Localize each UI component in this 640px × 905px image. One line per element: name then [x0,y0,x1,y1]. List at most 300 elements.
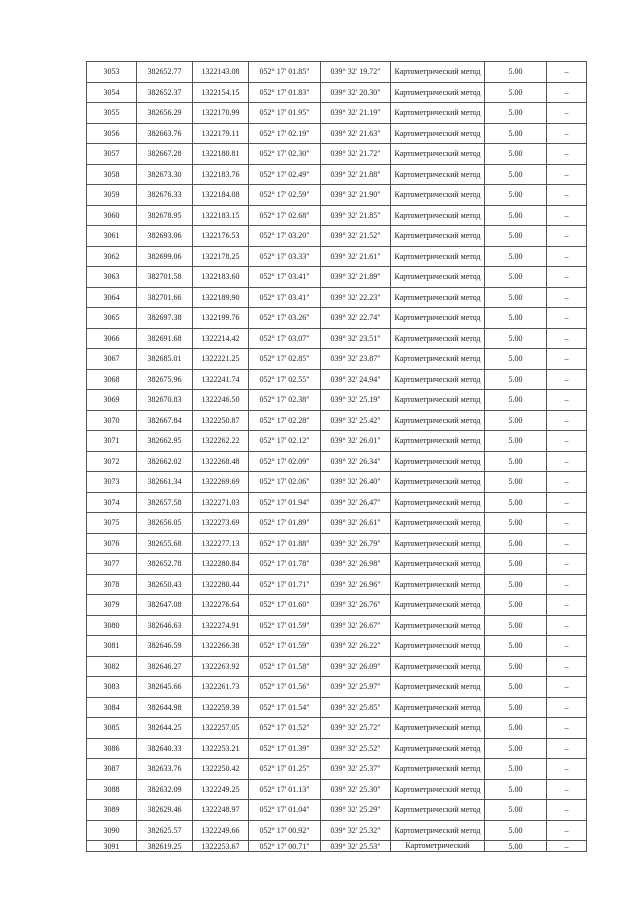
longitude-cell: 039° 32' 26.76" [321,595,391,616]
latitude-cell: 052° 17' 01.04" [249,800,321,821]
table-row [87,779,587,800]
method-cell: Картометрический [391,841,485,852]
x-coordinate-cell: 382699.06 [137,246,193,267]
y-coordinate-cell: 1322263.92 [193,656,249,677]
y-coordinate-cell: 1322250.87 [193,410,249,431]
method-cell: Картометрический метод [391,472,485,493]
table-row [87,246,587,267]
table-row [87,574,587,595]
longitude-cell: 039° 32' 26.09" [321,656,391,677]
description-cell: – [547,574,587,595]
method-cell: Картометрический метод [391,62,485,83]
point-number-cell: 3054 [87,82,137,103]
method-cell: Картометрический метод [391,308,485,329]
x-coordinate-cell: 382646.59 [137,636,193,657]
longitude-cell: 039° 32' 26.67" [321,615,391,636]
description-cell: – [547,226,587,247]
y-coordinate-cell: 1322249.25 [193,779,249,800]
description-cell: – [547,636,587,657]
description-cell: – [547,472,587,493]
x-coordinate-cell: 382661.34 [137,472,193,493]
x-coordinate-cell: 382646.27 [137,656,193,677]
table-row [87,841,587,852]
method-cell: Картометрический метод [391,738,485,759]
latitude-cell: 052° 17' 03.41" [249,267,321,288]
point-number-cell: 3064 [87,287,137,308]
y-coordinate-cell: 1322266.38 [193,636,249,657]
longitude-cell: 039° 32' 26.34" [321,451,391,472]
x-coordinate-cell: 382650.43 [137,574,193,595]
longitude-cell: 039° 32' 26.61" [321,513,391,534]
method-cell: Картометрический метод [391,103,485,124]
method-cell: Картометрический метод [391,287,485,308]
table-row [87,513,587,534]
longitude-cell: 039° 32' 26.79" [321,533,391,554]
accuracy-cell: 5.00 [485,841,547,852]
latitude-cell: 052° 17' 02.09" [249,451,321,472]
point-number-cell: 3091 [87,841,137,852]
x-coordinate-cell: 382645.66 [137,677,193,698]
accuracy-cell: 5.00 [485,492,547,513]
method-cell: Картометрический метод [391,636,485,657]
point-number-cell: 3073 [87,472,137,493]
description-cell: – [547,123,587,144]
point-number-cell: 3063 [87,267,137,288]
point-number-cell: 3062 [87,246,137,267]
latitude-cell: 052° 17' 02.12" [249,431,321,452]
point-number-cell: 3084 [87,697,137,718]
accuracy-cell: 5.00 [485,718,547,739]
method-cell: Картометрический метод [391,779,485,800]
point-number-cell: 3065 [87,308,137,329]
latitude-cell: 052° 17' 01.59" [249,615,321,636]
x-coordinate-cell: 382632.09 [137,779,193,800]
x-coordinate-cell: 382667.28 [137,144,193,165]
y-coordinate-cell: 1322253.67 [193,841,249,852]
accuracy-cell: 5.00 [485,472,547,493]
longitude-cell: 039° 32' 26.96" [321,574,391,595]
longitude-cell: 039° 32' 21.52" [321,226,391,247]
point-number-cell: 3086 [87,738,137,759]
accuracy-cell: 5.00 [485,369,547,390]
x-coordinate-cell: 382656.05 [137,513,193,534]
description-cell: – [547,185,587,206]
y-coordinate-cell: 1322183.60 [193,267,249,288]
x-coordinate-cell: 382685.01 [137,349,193,370]
description-cell: – [547,390,587,411]
longitude-cell: 039° 32' 22.74" [321,308,391,329]
method-cell: Картометрический метод [391,718,485,739]
y-coordinate-cell: 1322261.73 [193,677,249,698]
y-coordinate-cell: 1322246.50 [193,390,249,411]
x-coordinate-cell: 382629.46 [137,800,193,821]
y-coordinate-cell: 1322250.42 [193,759,249,780]
accuracy-cell: 5.00 [485,636,547,657]
longitude-cell: 039° 32' 26.22" [321,636,391,657]
table-row [87,492,587,513]
longitude-cell: 039° 32' 25.30" [321,779,391,800]
table-row [87,205,587,226]
table-row [87,472,587,493]
longitude-cell: 039° 32' 25.29" [321,800,391,821]
method-cell: Картометрический метод [391,574,485,595]
table-row [87,349,587,370]
latitude-cell: 052° 17' 03.41" [249,287,321,308]
longitude-cell: 039° 32' 25.52" [321,738,391,759]
x-coordinate-cell: 382673.30 [137,164,193,185]
x-coordinate-cell: 382655.68 [137,533,193,554]
latitude-cell: 052° 17' 01.85" [249,62,321,83]
method-cell: Картометрический метод [391,431,485,452]
y-coordinate-cell: 1322184.08 [193,185,249,206]
latitude-cell: 052° 17' 01.54" [249,697,321,718]
accuracy-cell: 5.00 [485,82,547,103]
method-cell: Картометрический метод [391,800,485,821]
accuracy-cell: 5.00 [485,738,547,759]
x-coordinate-cell: 382662.95 [137,431,193,452]
table-row [87,328,587,349]
longitude-cell: 039° 32' 21.90" [321,185,391,206]
accuracy-cell: 5.00 [485,697,547,718]
latitude-cell: 052° 17' 01.78" [249,554,321,575]
accuracy-cell: 5.00 [485,820,547,841]
method-cell: Картометрический метод [391,82,485,103]
latitude-cell: 052° 17' 03.26" [249,308,321,329]
point-number-cell: 3074 [87,492,137,513]
point-number-cell: 3072 [87,451,137,472]
latitude-cell: 052° 17' 03.07" [249,328,321,349]
point-number-cell: 3076 [87,533,137,554]
description-cell: – [547,451,587,472]
description-cell: – [547,677,587,698]
accuracy-cell: 5.00 [485,800,547,821]
point-number-cell: 3077 [87,554,137,575]
point-number-cell: 3071 [87,431,137,452]
point-number-cell: 3068 [87,369,137,390]
coordinates-table [86,61,587,852]
x-coordinate-cell: 382675.96 [137,369,193,390]
accuracy-cell: 5.00 [485,267,547,288]
table-row [87,123,587,144]
table-row [87,800,587,821]
accuracy-cell: 5.00 [485,103,547,124]
y-coordinate-cell: 1322170.99 [193,103,249,124]
y-coordinate-cell: 1322274.91 [193,615,249,636]
x-coordinate-cell: 382625.57 [137,820,193,841]
method-cell: Картометрический метод [391,123,485,144]
method-cell: Картометрический метод [391,144,485,165]
description-cell: – [547,492,587,513]
longitude-cell: 039° 32' 21.88" [321,164,391,185]
table-row [87,82,587,103]
y-coordinate-cell: 1322180.81 [193,144,249,165]
table-row [87,738,587,759]
description-cell: – [547,841,587,852]
description-cell: – [547,718,587,739]
method-cell: Картометрический метод [391,451,485,472]
table-row [87,226,587,247]
description-cell: – [547,533,587,554]
latitude-cell: 052° 17' 01.95" [249,103,321,124]
longitude-cell: 039° 32' 26.01" [321,431,391,452]
x-coordinate-cell: 382657.58 [137,492,193,513]
point-number-cell: 3056 [87,123,137,144]
latitude-cell: 052° 17' 02.68" [249,205,321,226]
y-coordinate-cell: 1322179.11 [193,123,249,144]
accuracy-cell: 5.00 [485,144,547,165]
y-coordinate-cell: 1322178.25 [193,246,249,267]
longitude-cell: 039° 32' 21.61" [321,246,391,267]
longitude-cell: 039° 32' 19.72" [321,62,391,83]
latitude-cell: 052° 17' 02.85" [249,349,321,370]
latitude-cell: 052° 17' 03.33" [249,246,321,267]
longitude-cell: 039° 32' 24.94" [321,369,391,390]
longitude-cell: 039° 32' 25.72" [321,718,391,739]
table-row [87,144,587,165]
description-cell: – [547,513,587,534]
description-cell: – [547,595,587,616]
accuracy-cell: 5.00 [485,595,547,616]
y-coordinate-cell: 1322199.76 [193,308,249,329]
latitude-cell: 052° 17' 01.13" [249,779,321,800]
table-row [87,759,587,780]
point-number-cell: 3060 [87,205,137,226]
table-row [87,554,587,575]
y-coordinate-cell: 1322257.05 [193,718,249,739]
method-cell: Картометрический метод [391,492,485,513]
y-coordinate-cell: 1322214.42 [193,328,249,349]
table-row [87,164,587,185]
x-coordinate-cell: 382652.37 [137,82,193,103]
table-row [87,410,587,431]
accuracy-cell: 5.00 [485,574,547,595]
latitude-cell: 052° 17' 02.06" [249,472,321,493]
accuracy-cell: 5.00 [485,390,547,411]
description-cell: – [547,697,587,718]
x-coordinate-cell: 382652.78 [137,554,193,575]
latitude-cell: 052° 17' 02.55" [249,369,321,390]
description-cell: – [547,103,587,124]
y-coordinate-cell: 1322271.03 [193,492,249,513]
method-cell: Картометрический метод [391,205,485,226]
longitude-cell: 039° 32' 26.47" [321,492,391,513]
description-cell: – [547,144,587,165]
x-coordinate-cell: 382701.58 [137,267,193,288]
x-coordinate-cell: 382697.38 [137,308,193,329]
accuracy-cell: 5.00 [485,451,547,472]
method-cell: Картометрический метод [391,328,485,349]
x-coordinate-cell: 382693.06 [137,226,193,247]
method-cell: Картометрический метод [391,349,485,370]
point-number-cell: 3070 [87,410,137,431]
method-cell: Картометрический метод [391,185,485,206]
latitude-cell: 052° 17' 03.20" [249,226,321,247]
latitude-cell: 052° 17' 02.30" [249,144,321,165]
latitude-cell: 052° 17' 01.39" [249,738,321,759]
y-coordinate-cell: 1322183.76 [193,164,249,185]
description-cell: – [547,287,587,308]
method-cell: Картометрический метод [391,656,485,677]
y-coordinate-cell: 1322280.44 [193,574,249,595]
x-coordinate-cell: 382652.77 [137,62,193,83]
method-cell: Картометрический метод [391,677,485,698]
table-row [87,656,587,677]
point-number-cell: 3083 [87,677,137,698]
method-cell: Картометрический метод [391,554,485,575]
latitude-cell: 052° 17' 02.38" [249,390,321,411]
description-cell: – [547,410,587,431]
method-cell: Картометрический метод [391,759,485,780]
table-body [87,62,587,852]
longitude-cell: 039° 32' 21.63" [321,123,391,144]
accuracy-cell: 5.00 [485,185,547,206]
x-coordinate-cell: 382644.25 [137,718,193,739]
accuracy-cell: 5.00 [485,615,547,636]
method-cell: Картометрический метод [391,513,485,534]
accuracy-cell: 5.00 [485,410,547,431]
x-coordinate-cell: 382644.98 [137,697,193,718]
table-row [87,185,587,206]
point-number-cell: 3055 [87,103,137,124]
x-coordinate-cell: 382640.33 [137,738,193,759]
description-cell: – [547,349,587,370]
method-cell: Картометрический метод [391,267,485,288]
table-row [87,62,587,83]
method-cell: Картометрический метод [391,410,485,431]
description-cell: – [547,554,587,575]
table-row [87,308,587,329]
y-coordinate-cell: 1322280.84 [193,554,249,575]
longitude-cell: 039° 32' 25.53" [321,841,391,852]
y-coordinate-cell: 1322262.22 [193,431,249,452]
method-cell: Картометрический метод [391,226,485,247]
point-number-cell: 3081 [87,636,137,657]
y-coordinate-cell: 1322248.97 [193,800,249,821]
latitude-cell: 052° 17' 00.71" [249,841,321,852]
x-coordinate-cell: 382678.95 [137,205,193,226]
description-cell: – [547,82,587,103]
description-cell: – [547,656,587,677]
table-row [87,636,587,657]
description-cell: – [547,738,587,759]
description-cell: – [547,779,587,800]
y-coordinate-cell: 1322189.90 [193,287,249,308]
method-cell: Картометрический метод [391,533,485,554]
description-cell: – [547,328,587,349]
longitude-cell: 039° 32' 21.19" [321,103,391,124]
method-cell: Картометрический метод [391,697,485,718]
point-number-cell: 3078 [87,574,137,595]
point-number-cell: 3061 [87,226,137,247]
description-cell: – [547,246,587,267]
accuracy-cell: 5.00 [485,287,547,308]
longitude-cell: 039° 32' 26.98" [321,554,391,575]
accuracy-cell: 5.00 [485,164,547,185]
y-coordinate-cell: 1322183.15 [193,205,249,226]
longitude-cell: 039° 32' 21.85" [321,205,391,226]
point-number-cell: 3066 [87,328,137,349]
x-coordinate-cell: 382663.76 [137,123,193,144]
x-coordinate-cell: 382670.83 [137,390,193,411]
x-coordinate-cell: 382701.66 [137,287,193,308]
x-coordinate-cell: 382647.08 [137,595,193,616]
y-coordinate-cell: 1322154.15 [193,82,249,103]
method-cell: Картометрический метод [391,820,485,841]
point-number-cell: 3087 [87,759,137,780]
y-coordinate-cell: 1322259.39 [193,697,249,718]
accuracy-cell: 5.00 [485,656,547,677]
longitude-cell: 039° 32' 21.89" [321,267,391,288]
description-cell: – [547,431,587,452]
accuracy-cell: 5.00 [485,677,547,698]
table-row [87,697,587,718]
latitude-cell: 052° 17' 00.92" [249,820,321,841]
accuracy-cell: 5.00 [485,205,547,226]
y-coordinate-cell: 1322249.66 [193,820,249,841]
point-number-cell: 3082 [87,656,137,677]
accuracy-cell: 5.00 [485,123,547,144]
point-number-cell: 3075 [87,513,137,534]
longitude-cell: 039° 32' 25.37" [321,759,391,780]
point-number-cell: 3085 [87,718,137,739]
y-coordinate-cell: 1322253.21 [193,738,249,759]
table-row [87,431,587,452]
x-coordinate-cell: 382691.68 [137,328,193,349]
method-cell: Картометрический метод [391,595,485,616]
accuracy-cell: 5.00 [485,62,547,83]
latitude-cell: 052° 17' 01.71" [249,574,321,595]
description-cell: – [547,369,587,390]
x-coordinate-cell: 382633.76 [137,759,193,780]
longitude-cell: 039° 32' 22.23" [321,287,391,308]
longitude-cell: 039° 32' 23.51" [321,328,391,349]
latitude-cell: 052° 17' 01.25" [249,759,321,780]
longitude-cell: 039° 32' 26.40" [321,472,391,493]
accuracy-cell: 5.00 [485,533,547,554]
y-coordinate-cell: 1322143.08 [193,62,249,83]
accuracy-cell: 5.00 [485,759,547,780]
method-cell: Картометрический метод [391,390,485,411]
latitude-cell: 052° 17' 02.19" [249,123,321,144]
point-number-cell: 3080 [87,615,137,636]
table-row [87,451,587,472]
point-number-cell: 3090 [87,820,137,841]
accuracy-cell: 5.00 [485,779,547,800]
description-cell: – [547,164,587,185]
table-row [87,287,587,308]
table-row [87,369,587,390]
table-row [87,677,587,698]
table-row [87,615,587,636]
y-coordinate-cell: 1322277.13 [193,533,249,554]
longitude-cell: 039° 32' 23.87" [321,349,391,370]
x-coordinate-cell: 382656.29 [137,103,193,124]
table-row [87,718,587,739]
description-cell: – [547,759,587,780]
longitude-cell: 039° 32' 20.30" [321,82,391,103]
latitude-cell: 052° 17' 02.28" [249,410,321,431]
accuracy-cell: 5.00 [485,226,547,247]
longitude-cell: 039° 32' 25.42" [321,410,391,431]
point-number-cell: 3089 [87,800,137,821]
description-cell: – [547,820,587,841]
table-row [87,267,587,288]
latitude-cell: 052° 17' 01.94" [249,492,321,513]
latitude-cell: 052° 17' 01.59" [249,636,321,657]
description-cell: – [547,267,587,288]
point-number-cell: 3067 [87,349,137,370]
point-number-cell: 3079 [87,595,137,616]
